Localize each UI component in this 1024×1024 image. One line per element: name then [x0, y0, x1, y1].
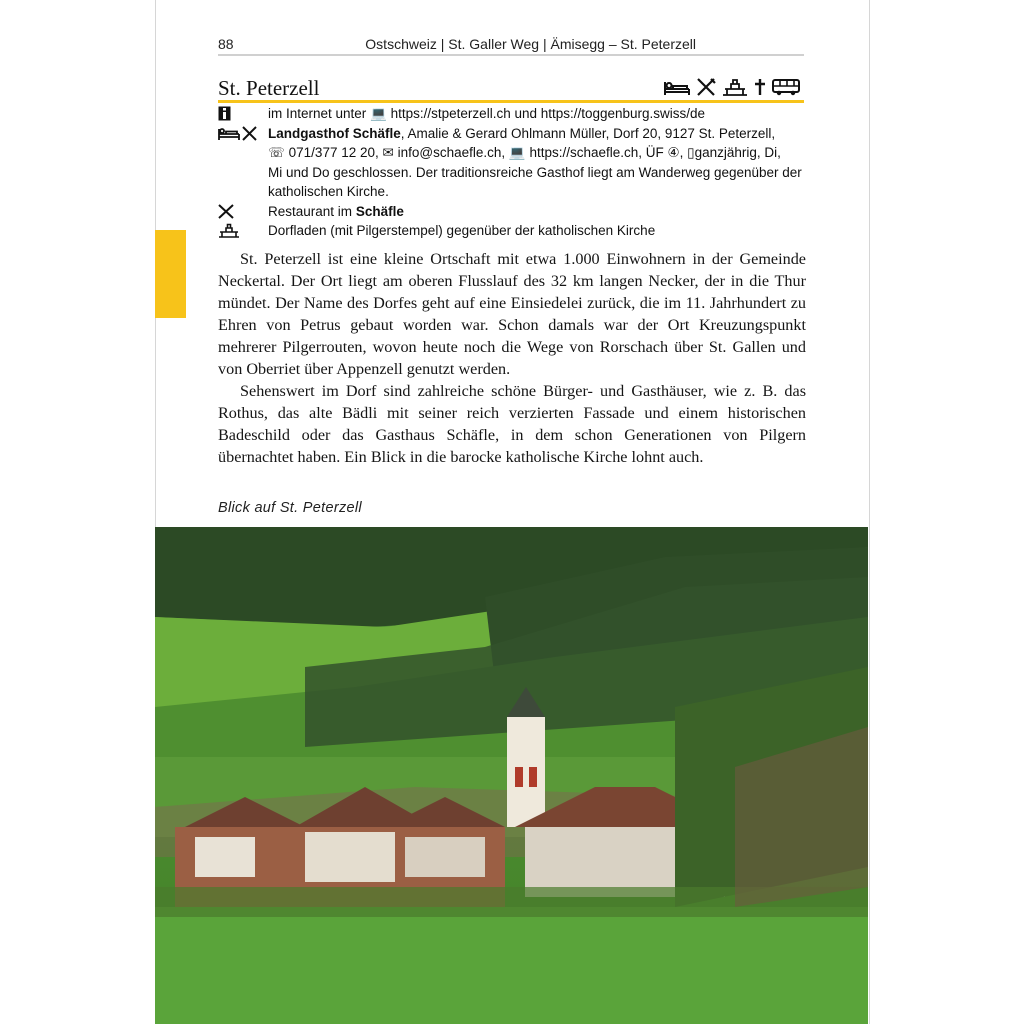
section-title-row [218, 76, 804, 103]
info-block [218, 104, 808, 241]
phone-icon: ☏ [268, 145, 285, 160]
bed-icon [664, 78, 690, 96]
restaurant-prefix: Restaurant im [268, 203, 353, 219]
lodging-web[interactable]: https://schaefle.ch, ÜF ④, [529, 145, 684, 160]
photo-caption: Blick auf St. Peterzell [218, 500, 362, 516]
shop-icon [722, 78, 748, 96]
facility-icons [664, 78, 800, 96]
internet-prefix: im Internet unter [268, 106, 367, 121]
village-photo [155, 527, 868, 1024]
lodging-desc-1: Mi und Do geschlossen. Der traditionsreiche Gasthof liegt am Wanderweg gegenüber der [268, 164, 802, 180]
bus-icon [772, 78, 800, 96]
page-number: 88 [218, 36, 234, 52]
running-header [218, 36, 804, 56]
body-text [218, 248, 806, 468]
chapter-edge-tab [155, 230, 186, 318]
internet-urls[interactable]: https://stpeterzell.ch und https://toggenburg.swiss/de [390, 106, 706, 121]
laptop-icon: 💻 [370, 106, 387, 121]
restaurant-name: Schäfle [355, 203, 404, 219]
fork-knife-icon [696, 78, 716, 96]
info-lodging [218, 124, 808, 202]
door-icon: ▯ [687, 145, 695, 160]
laptop-icon: 💻 [508, 145, 526, 160]
lodging-email[interactable]: info@schaefle.ch, [397, 145, 506, 160]
shop-text: Dorfladen (mit Pilgerstempel) gegenüber der katholischen Kirche [268, 223, 656, 238]
info-restaurant [218, 202, 808, 222]
info-internet [218, 104, 808, 124]
info-shop [218, 221, 808, 241]
lodging-open: ganzjährig, Di, [694, 145, 781, 160]
bed-fork-icon [218, 126, 258, 141]
lodging-desc-2: katholischen Kirche. [268, 184, 389, 199]
info-icon [218, 106, 231, 121]
section-title: St. Peterzell [218, 76, 320, 100]
body-paragraph-2: Sehenswert im Dorf sind zahlreiche schöne Bürger- und Gasthäuser, wie z. B. das Rothus, das alte Bädli mit seiner reich verzierten Fassade und einem historischen Badeschild oder das Gasthaus Schäfle, in dem schon Generationen von Pilgern übernachtet haben. Ein Blick in die barocke katholische Kirche lohnt auch. [218, 382, 806, 466]
church-cross-icon [754, 78, 766, 96]
body-paragraph-1: St. Peterzell ist eine kleine Ortschaft mit etwa 1.000 Einwohnern in der Gemeinde Neckertal. Der Ort liegt am oberen Flusslauf des 32 km langen Necker, der in die Thur mündet. Der Name des Dorfes geht auf eine Einsiedelei zurück, die im 11. Jahrhundert zu Ehren von Petrus gebaut worden war. Schon damals war der Ort Kreuzungspunkt mehrerer Pilgerrouten, wovon heute noch die Wege von Rorschach über St. Gallen und von Oberriet über Appenzell genutzt werden. [218, 250, 806, 378]
lodging-phone[interactable]: 071/377 12 20, [288, 145, 379, 160]
fork-knife-icon [218, 204, 234, 219]
email-icon: ✉ [382, 145, 394, 160]
lodging-address: , Amalie & Gerard Ohlmann Müller, Dorf 20, 9127 St. Peterzell, [400, 125, 776, 141]
lodging-name: Landgasthof Schäfle [268, 125, 401, 141]
shop-icon [218, 223, 240, 238]
running-title: Ostschweiz | St. Galler Weg | Ämisegg – St. Peterzell [365, 36, 696, 52]
